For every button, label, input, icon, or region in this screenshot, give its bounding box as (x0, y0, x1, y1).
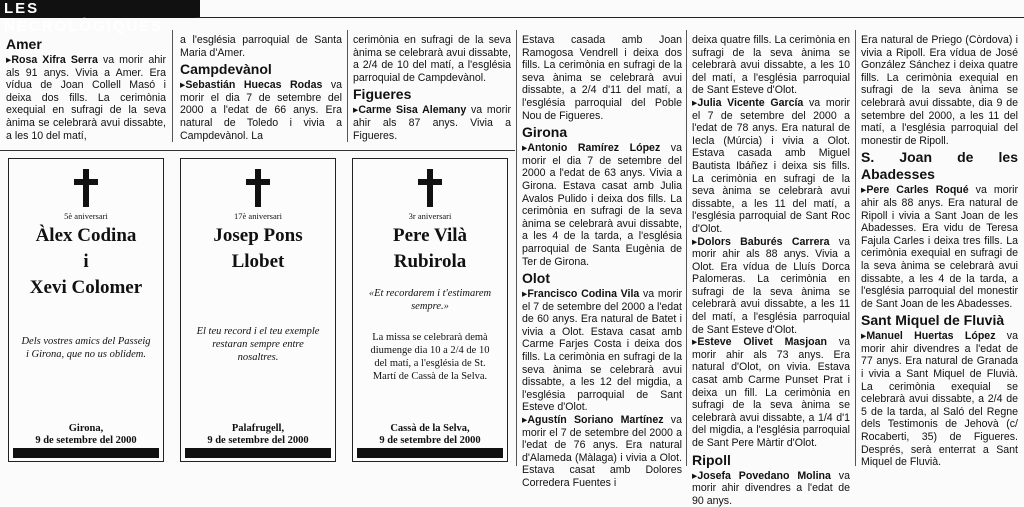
anniversary-label: 3r aniversari (408, 211, 452, 221)
anniversary-label: 5è aniversari (64, 211, 108, 221)
obituary-text: va morir el 7 de setembre del 2000 a l'edat de 60 anys. Era natural de Batet i vivia a Olot. Estava casat amb Carme Farjes Costa i deixa dos fills. La cerimònia en sufragi de la seva ànima se celebrarà avui dissabte, a les 12 del migdia, a l'església parroquial de Sant Esteve d'Olot. (522, 288, 683, 414)
obituary-ramirez: ▸Antonio Ramírez López va morir el dia 7 de setembre del 2000 a l'edat de 63 anys. Vivia a Girona. Estava casat amb Julia Avalos Pulido i deixa dos fills. La cerimònia en sufragi de la seva ànima se celebrarà avui dissabte, a les 4 de la tarda, a l'església parroquial de Santa Eugènia de Ter de Girona. (522, 142, 682, 268)
obituary-text: va morir el 7 de setembre del 2000 a l'edat de 78 anys. Era natural de Iecla (Múrcia) i vivia a Olot. Estava casada amb Miguel Bautista Ibáñez i deixa sis fills. La cerimònia en sufragi de la seva ànima se celebrarà avui dissabte, a les 11 del matí, a l'església parroquial de Sant Roc d'Olot. (692, 96, 850, 235)
obituary-text: va morir el dia 7 de setembre del 2000 a l'edat de 63 anys. Vivia a Girona. Estava casat amb Julia Avalos Pulido i deixa dos fills. La cerimònia en sufragi de la seva ànima se celebrarà avui dissabte, a les 4 de la tarda, a l'església parroquial de Santa Eugènia de Ter de Girona. (522, 142, 682, 268)
continued-text: Era natural de Priego (Còrdova) i vivia a Ripoll. Era vídua de José González Sánchez i deixa quatre fills. La cerimònia exequial en sufragi de la seva ànima se celebrarà avui dissabte, dia 9 de setembre del 2000, a les 11 del matí, a l'església parroquial del monestir de Ripoll. (861, 34, 1018, 147)
heading-ripoll: Ripoll (692, 451, 731, 468)
section-title: LES NECROLÒGIQUES (0, 0, 200, 18)
column-5 (692, 34, 851, 507)
column-2 (180, 34, 342, 144)
obituary-name: Antonio Ramírez López (527, 142, 661, 155)
obituary-text: va morir ahir als 88 anys. Vivia a Olot. Era vídua de Lluís Dorca Palomeras. La cerimònia en sufragi de la seva ànima se celebrarà avui dissabte, a les 11 del matí, a l'església parroquial de Sant Esteve d'Olot. (692, 235, 850, 336)
memorial-names (357, 223, 503, 275)
column-divider (172, 30, 173, 142)
obituary-soriano: ▸Agustín Soriano Martínez va morir el 7 de setembre del 2000 a l'edat de 76 anys. Era natural d'Alameda (Màlaga) i vivia a Olot. Estava casat amb Dolores Corredera Fuentes i (522, 414, 682, 489)
obituary-povedano: ▸Josefa Povedano Molina va morir ahir divendres a l'edat de 90 anys. (692, 469, 850, 507)
name-line: Llobet (231, 251, 285, 272)
black-bar (357, 448, 503, 458)
name-line: Àlex Codina (35, 225, 137, 246)
name-line: Josep Pons (213, 225, 303, 246)
cross-icon (246, 169, 270, 207)
obituary-name: Dolors Baburés Carrera (697, 235, 830, 248)
memorial-place: Palafrugell, (231, 423, 285, 434)
heading-girona: Girona (522, 124, 568, 141)
name-line: Xevi Colomer (29, 277, 143, 298)
continued-text: Estava casada amb Joan Ramogosa Vendrell i deixa dos fills. La cerimònia en sufragi de la seva ànima se celebrarà avui dissabte, a 2/4 d'11 del matí, a l'església parroquial del Poble Nou de Figueres. (522, 34, 682, 122)
heading-figueres: Figueres (353, 86, 412, 103)
anniversary-label: 17è aniversari (234, 211, 282, 221)
column-divider (855, 30, 856, 466)
cross-icon (74, 169, 98, 207)
obituary-olivet: ▸Esteve Olivet Masjoan va morir ahir als 73 anys. Era natural d'Olot, on vivia. Estava casat amb Carme Punset Prat i deixa un fill. La cerimònia en sufragi de la seva ànima se celebrarà avui dissabte, a 1/4 d'1 del migdia, a l'església parroquial de Sant Pere Màrtir d'Olot. (692, 336, 851, 449)
continued-text: a l'església parroquial de Santa Maria d'Amer. (180, 34, 342, 59)
obituary-text: va morir el 7 de setembre del 2000 a l'edat de 76 anys. Era natural d'Alameda (Màlaga) i vivia a Olot. Estava casat amb Dolores Corredera Fuentes i (522, 414, 682, 489)
memorial-message: La missa se celebrarà demà diumenge dia 10 a 2/4 de 10 del matí, a l'església de St. Martí de Cassà de la Selva. (370, 332, 490, 382)
obituary-name: Pere Carles Roqué (866, 184, 969, 197)
obituary-name: Julia Vicente García (697, 96, 804, 109)
obituary-xifra: ▸Rosa Xifra Serra va morir ahir als 91 anys. Vivia a Amer. Era vídua de Joan Collell Masó i deixa dos fills. La cerimònia exequial en sufragi de la seva ànima se celebrarà avui dissabte, a les 10 del matí, (6, 54, 166, 142)
heading-sant-miquel: Sant Miquel de Fluvià (861, 312, 1005, 329)
memorial-names (13, 223, 159, 301)
column-divider (516, 30, 517, 466)
column-3 (353, 34, 511, 144)
cards-top-rule (0, 150, 515, 151)
obituary-text: va morir ahir divendres a l'edat de 90 anys. (692, 469, 850, 507)
cross-icon (418, 169, 442, 207)
memorial-place: Cassà de la Selva, (390, 423, 470, 434)
column-1 (6, 34, 166, 144)
obituary-carles: ▸Pere Carles Roqué va morir ahir als 88 anys. Era natural de Ripoll i vivia a Sant Joan de les Abadesses. Era vidu de Teresa Fajula Carles i deixa tres fills. La cerimònia exequial en sufragi de la seva ànima se celebrarà avui dissabte, a les 4 de la tarda, a l'església parroquial del monestir de Sant Joan de les Abadesses. (861, 184, 1018, 310)
heading-olot: Olot (522, 270, 550, 287)
column-divider (686, 30, 687, 466)
obituary-babures: ▸Dolors Baburés Carrera va morir ahir als 88 anys. Vivia a Olot. Era vídua de Lluís Dorca Palomeras. La cerimònia en sufragi de la seva ànima se celebrarà avui dissabte, a les 11 del matí, a l'església parroquial de Sant Esteve d'Olot. (692, 235, 850, 336)
memorial-card-codina-colomer (8, 158, 164, 462)
obituary-name: Agustín Soriano Martínez (527, 414, 664, 427)
column-4 (522, 34, 683, 489)
memorial-place: Girona, (68, 423, 104, 434)
heading-amer: Amer (6, 36, 42, 52)
obituary-name: Josefa Povedano Molina (697, 469, 831, 482)
obituary-vicente: ▸Julia Vicente García va morir el 7 de setembre del 2000 a l'edat de 78 anys. Era natural de Iecla (Múrcia) i vivia a Olot. Estava casada amb Miguel Bautista Ibáñez i deixa sis fills. La cerimònia en sufragi de la seva ànima se celebrarà avui dissabte, a les 11 del matí, a l'església parroquial de Sant Roc d'Olot. (692, 96, 850, 235)
obituary-name: Esteve Olivet Masjoan (697, 336, 827, 349)
memorial-card-vila (352, 158, 508, 462)
obituary-name: Carme Sisa Alemany (358, 104, 467, 117)
header-rule (196, 17, 1024, 18)
memorial-message: Dels vostres amics del Passeig i Girona, que no us oblidem. (21, 336, 151, 360)
obituary-huertas: ▸Manuel Huertas López va morir ahir divendres a l'edat de 77 anys. Era natural de Granada i vivia a Sant Miquel de Fluvià. La cerimònia exequial se celebrarà avui dissabte, a 2/4 de 5 de la tarda, al Saló del Regne dels Testimonis de Jehovà (c/ Rocaberti, 35) de Figueres. Després, serà enterrat a Sant Miquel de Fluvià. (861, 330, 1018, 469)
obituary-sisa: ▸Carme Sisa Alemany va morir ahir als 87 anys. Vivia a Figueres. (353, 104, 512, 142)
column-6 (861, 34, 1018, 470)
memorial-card-pons (180, 158, 336, 462)
memorial-date: 9 de setembre del 2000 (207, 435, 309, 446)
memorial-footer (357, 423, 503, 447)
memorial-footer (13, 423, 159, 447)
obituary-text: va morir ahir als 91 anys. Vivia a Amer. Era vídua de Joan Collell Masó i deixa dos fills. La cerimònia exequial en sufragi de la seva ànima se celebrarà avui dissabte, a les 10 del matí, (6, 54, 166, 142)
heading-campdevanol: Campdevànol (180, 61, 272, 78)
obituary-name: Sebastián Huecas Rodas (185, 79, 323, 92)
black-bar (185, 448, 331, 458)
obituary-codina: ▸Francisco Codina Vila va morir el 7 de setembre del 2000 a l'edat de 60 anys. Era natural de Batet i vivia a Olot. Estava casat amb Carme Farjes Costa i deixa dos fills. La cerimònia en sufragi de la seva ànima se celebrarà avui dissabte, a les 12 del migdia, a l'església parroquial de Sant Esteve d'Olot. (522, 288, 683, 414)
obituary-text: va morir ahir als 73 anys. Era natural d'Olot, on vivia. Estava casat amb Carme Punset Prat i deixa un fill. La cerimònia en sufragi de la seva ànima se celebrarà avui dissabte, a 1/4 d'1 del migdia, a l'església parroquial de Sant Pere Màrtir d'Olot. (692, 336, 851, 449)
memorial-date: 9 de setembre del 2000 (379, 435, 481, 446)
continued-text: deixa quatre fills. La cerimònia en sufragi de la seva ànima se celebrarà avui dissabte, a les 10 del matí, a l'església parroquial de Sant Esteve d'Olot. (692, 34, 850, 97)
obituary-text: va morir el dia 7 de setembre del 2000 a l'edat de 66 anys. Era natural de Toledo i vivia a Campdevànol. La (180, 79, 343, 142)
obituary-name: Francisco Codina Vila (527, 288, 640, 301)
name-line: i (83, 251, 89, 272)
heading-sant-joan: S. Joan de les Abadesses (861, 149, 1018, 183)
memorial-footer (185, 423, 331, 447)
memorial-message: El teu record i el teu exemple restaran sempre entre nosaltres. (196, 326, 320, 363)
memorial-date: 9 de setembre del 2000 (35, 435, 137, 446)
obituary-text: va morir ahir als 88 anys. Era natural de Ripoll i vivia a Sant Joan de les Abadesses. Era vidu de Teresa Fajula Carles i deixa tres fills. La cerimònia exequial en sufragi de la seva ànima se celebrarà avui dissabte, a les 4 de la tarda, a l'església parroquial del monestir de Sant Joan de les Abadesses. (861, 184, 1018, 310)
obituary-text: va morir ahir divendres a l'edat de 77 anys. Era natural de Granada i vivia a Sant Miquel de Fluvià. La cerimònia exequial se celebrarà avui dissabte, a 2/4 de 5 de la tarda, al Saló del Regne dels Testimonis de Jehovà (c/ Rocaberti, 35) de Figueres. Després, serà enterrat a Sant Miquel de Fluvià. (861, 330, 1018, 469)
memorial-names (185, 223, 331, 275)
black-bar (13, 448, 159, 458)
obituary-huecas: ▸Sebastián Huecas Rodas va morir el dia 7 de setembre del 2000 a l'edat de 66 anys. Era natural de Toledo i vivia a Campdevànol. La (180, 79, 343, 142)
obituary-name: Rosa Xifra Serra (11, 54, 98, 66)
memorial-quote: «Et recordarem i t'estimarem sempre.» (368, 288, 492, 312)
obituary-text: va morir ahir als 87 anys. Vivia a Figueres. (353, 104, 512, 142)
continued-text: cerimònia en sufragi de la seva ànima se celebrarà avui dissabte, a 2/4 de 10 del matí, a l'església parroquial de Campdevànol. (353, 34, 511, 84)
column-divider (347, 30, 348, 142)
name-line: Pere Vilà (392, 225, 468, 246)
obituary-name: Manuel Huertas López (866, 330, 996, 343)
name-line: Rubirola (393, 251, 467, 272)
